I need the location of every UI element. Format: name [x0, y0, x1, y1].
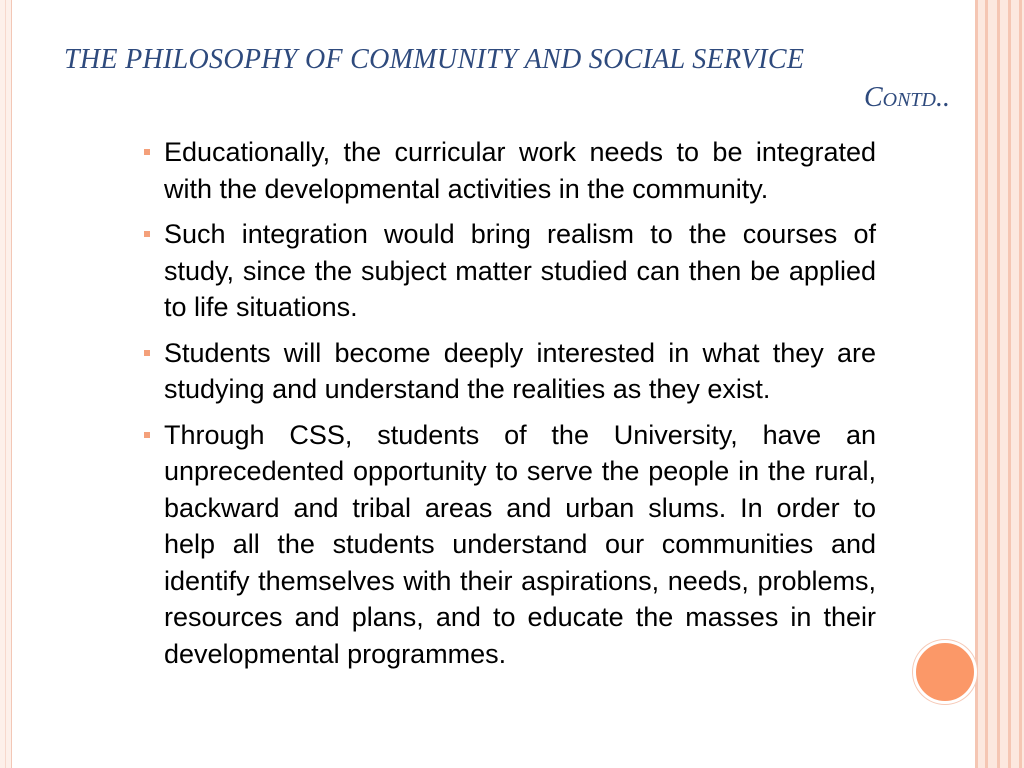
square-bullet-icon	[144, 149, 150, 155]
bullet-item	[140, 134, 876, 207]
bullet-item	[140, 417, 876, 673]
bullet-list	[140, 134, 876, 681]
bullet-text: Such integration would bring realism to the courses of study, since the subject matter studied can then be applied to life situations.	[164, 219, 876, 322]
square-bullet-icon	[144, 231, 150, 237]
bullet-text: Students will become deeply interested in what they are studying and understand the realities as they exist.	[164, 337, 876, 404]
square-bullet-icon	[144, 432, 150, 438]
bullet-item	[140, 216, 876, 326]
bullet-text: Through CSS, students of the University, have an unprecedented opportunity to serve the people in the rural, backward and tribal areas and urban slums. In order to help all the students understand our communities and identify themselves with their aspirations, needs, problems, resources and plans, and to educate the masses in their developmental programmes.	[164, 419, 876, 669]
right-stripe-decoration	[975, 0, 1024, 768]
bullet-item	[140, 335, 876, 408]
square-bullet-icon	[144, 350, 150, 356]
bullet-text: Educationally, the curricular work needs to be integrated with the developmental activities in the community.	[164, 137, 876, 204]
slide-title: THE PHILOSOPHY OF COMMUNITY AND SOCIAL SERVICE	[64, 44, 805, 75]
left-border-decoration	[0, 0, 12, 768]
slide-subtitle: Contd..	[863, 82, 950, 113]
orange-circle-decoration	[913, 640, 977, 704]
